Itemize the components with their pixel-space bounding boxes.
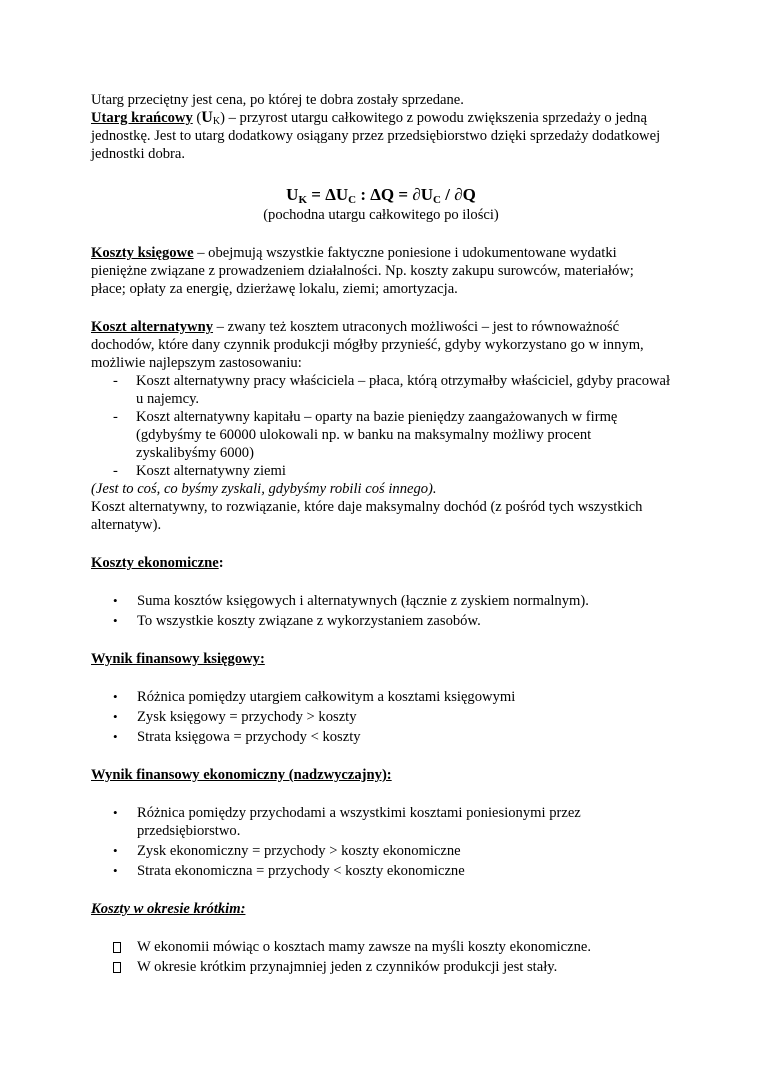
short-term-list <box>91 938 671 976</box>
bullet-icon: • <box>113 689 118 704</box>
alternative-cost-definition: – zwany też kosztem utraconych możliwości – jest to równoważność dochodów, które dany czynnik produkcji mógłby przynieść, gdyby wykorzystano go w innym, możliwie najlepszym zastosowaniu: <box>91 319 644 371</box>
list-item: - Koszt alternatywny ziemi <box>113 463 286 479</box>
list-item: • Strata księgowa = przychody < koszty <box>113 729 361 745</box>
marginal-symbol-close: ) <box>220 110 225 126</box>
square-bullet-icon <box>113 942 121 953</box>
marginal-symbol-open: ( <box>196 110 202 126</box>
bullet-icon: • <box>113 863 118 878</box>
list-item: - Koszt alternatywny pracy właściciela – płaca, którą otrzymałby właściciel, gdyby pracował u najemcy. <box>113 373 671 407</box>
bullet-icon: • <box>113 593 118 608</box>
list-item: • Suma kosztów księgowych i alternatywnych (łącznie z zyskiem normalnym). <box>113 593 589 609</box>
list-item: • Zysk ekonomiczny = przychody > koszty ekonomiczne <box>113 843 461 859</box>
alternative-cost-note: (Jest to coś, co byśmy zyskali, gdybyśmy robili coś innego). <box>91 481 437 497</box>
list-item: • To wszystkie koszty związane z wykorzystaniem zasobów. <box>113 613 481 629</box>
marginal-revenue-definition: – przyrost utargu całkowitego z powodu zwiększenia sprzedaży o jedną jednostkę. Jest to utarg dodatkowy osiągany przez przedsiębiorstwo dzięki sprzedaży dodatkowej jednostki dobra. <box>91 110 661 162</box>
accounting-costs-paragraph <box>91 244 671 298</box>
alternative-cost-paragraph <box>91 318 671 372</box>
economic-result-heading: Wynik finansowy ekonomiczny (nadzwyczajny): <box>91 767 392 783</box>
square-bullet-icon <box>113 962 121 973</box>
dash-marker: - <box>113 463 118 479</box>
accounting-costs-term: Koszty księgowe <box>91 245 194 261</box>
list-item: - Koszt alternatywny kapitału – oparty na bazie pieniędzy zaangażowanych w firmę (gdybyśmy te 60000 ulokowali np. w banku na maksymalny możliwy procent zyskalibyśmy 6000) <box>113 409 618 461</box>
list-item: W ekonomii mówiąc o kosztach mamy zawsze na myśli koszty ekonomiczne. <box>91 938 671 956</box>
average-revenue-line: Utarg przeciętny jest cena, po której te dobra zostały sprzedane. <box>91 92 464 108</box>
dash-marker: - <box>113 373 118 389</box>
bullet-icon: • <box>113 613 118 628</box>
list-item: W okresie krótkim przynajmniej jeden z czynników produkcji jest stały. <box>91 958 671 976</box>
economic-costs-list <box>91 592 671 630</box>
list-item: • Strata ekonomiczna = przychody < koszty ekonomiczne <box>113 863 465 879</box>
alternative-cost-list <box>91 372 671 480</box>
document-page <box>91 91 671 976</box>
bullet-icon: • <box>113 843 118 858</box>
economic-costs-heading: Koszty ekonomiczne: <box>91 555 224 571</box>
bullet-icon: • <box>113 729 118 744</box>
accounting-result-heading: Wynik finansowy księgowy: <box>91 651 265 667</box>
list-item: • Różnica pomiędzy utargiem całkowitym a kosztami księgowymi <box>113 689 516 705</box>
accounting-result-list <box>91 688 671 746</box>
dash-marker: - <box>113 409 118 425</box>
alternative-cost-summary: Koszt alternatywny, to rozwiązanie, które daje maksymalny dochód (z pośród tych wszystkich alternatyw). <box>91 499 643 533</box>
marginal-revenue-paragraph <box>91 109 671 163</box>
marginal-revenue-formula: $U_K = \Delta U_C$ : $\Delta Q = \partial U_C / \partial Q$ <box>286 185 476 206</box>
bullet-icon: • <box>113 709 118 724</box>
list-item: • Zysk księgowy = przychody > koszty <box>113 709 357 725</box>
marginal-revenue-term: Utarg krańcowy <box>91 110 193 126</box>
alternative-cost-term: Koszt alternatywny <box>91 319 214 335</box>
economic-result-list <box>91 804 671 880</box>
list-item: • Różnica pomiędzy przychodami a wszystkimi kosztami poniesionymi przez przedsiębiorstwo. <box>113 805 581 839</box>
accounting-costs-definition: – obejmują wszystkie faktyczne poniesione i udokumentowane wydatki pieniężne związane z prowadzeniem działalności. Np. koszty zakupu surowców, materiałów; płace; opłaty za energię, dzierżawę lokalu, ziemi; amortyzacja. <box>91 245 634 297</box>
short-term-heading: Koszty w okresie krótkim: <box>91 901 246 917</box>
marginal-symbol: $U_K$ <box>201 109 221 127</box>
bullet-icon: • <box>113 805 118 820</box>
formula-note: (pochodna utargu całkowitego po ilości) <box>263 207 499 223</box>
